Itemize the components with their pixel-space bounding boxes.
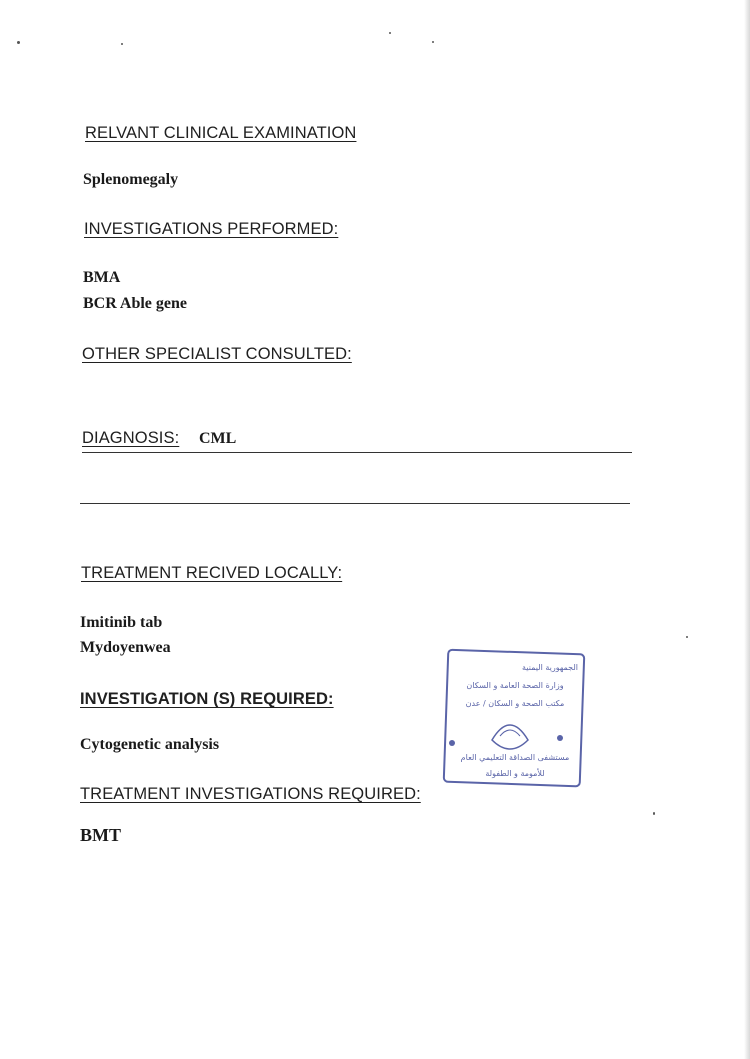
scan-speck	[432, 41, 434, 43]
diagnosis-value: CML	[199, 430, 237, 447]
stamp-line: وزارة الصحة العامة و السكان	[466, 681, 564, 690]
treatment-item: Imitinib tab	[80, 614, 163, 631]
other-specialist-heading: OTHER SPECIALIST CONSULTED:	[82, 345, 352, 363]
scan-speck	[17, 41, 20, 44]
investigation-required-heading: INVESTIGATION (S) REQUIRED:	[80, 690, 334, 708]
clinical-exam-heading: RELVANT CLINICAL EXAMINATION	[85, 124, 357, 142]
treatment-local-heading: TREATMENT RECIVED LOCALLY:	[81, 564, 343, 582]
clinical-exam-value: Splenomegaly	[83, 171, 179, 188]
diagnosis-line-2	[80, 503, 630, 504]
scan-speck	[389, 32, 391, 34]
scan-edge-shadow	[744, 0, 750, 1059]
investigation-item: BMA	[83, 269, 121, 286]
treatment-required-heading: TREATMENT INVESTIGATIONS REQUIRED:	[80, 785, 421, 803]
diagnosis-line	[82, 452, 632, 453]
stamp-line: مكتب الصحة و السكان / عدن	[465, 699, 565, 708]
stamp-line: مستشفى الصداقة التعليمي العام	[460, 753, 570, 762]
scan-speck	[653, 812, 655, 815]
investigations-performed-heading: INVESTIGATIONS PERFORMED:	[84, 220, 339, 238]
scan-speck	[121, 43, 123, 45]
stamp-line: للأمومة و الطفولة	[485, 769, 545, 778]
investigation-item: BCR Able gene	[83, 295, 187, 312]
stamp-emblem	[449, 725, 563, 749]
scan-speck	[686, 636, 688, 638]
investigation-required-value: Cytogenetic analysis	[80, 736, 220, 753]
stamp-line: الجمهورية اليمنية	[521, 663, 579, 672]
treatment-item: Mydoyenwea	[80, 639, 171, 656]
diagnosis-heading: DIAGNOSIS:	[82, 429, 180, 447]
official-stamp	[440, 648, 586, 788]
treatment-required-value: BMT	[80, 825, 122, 845]
